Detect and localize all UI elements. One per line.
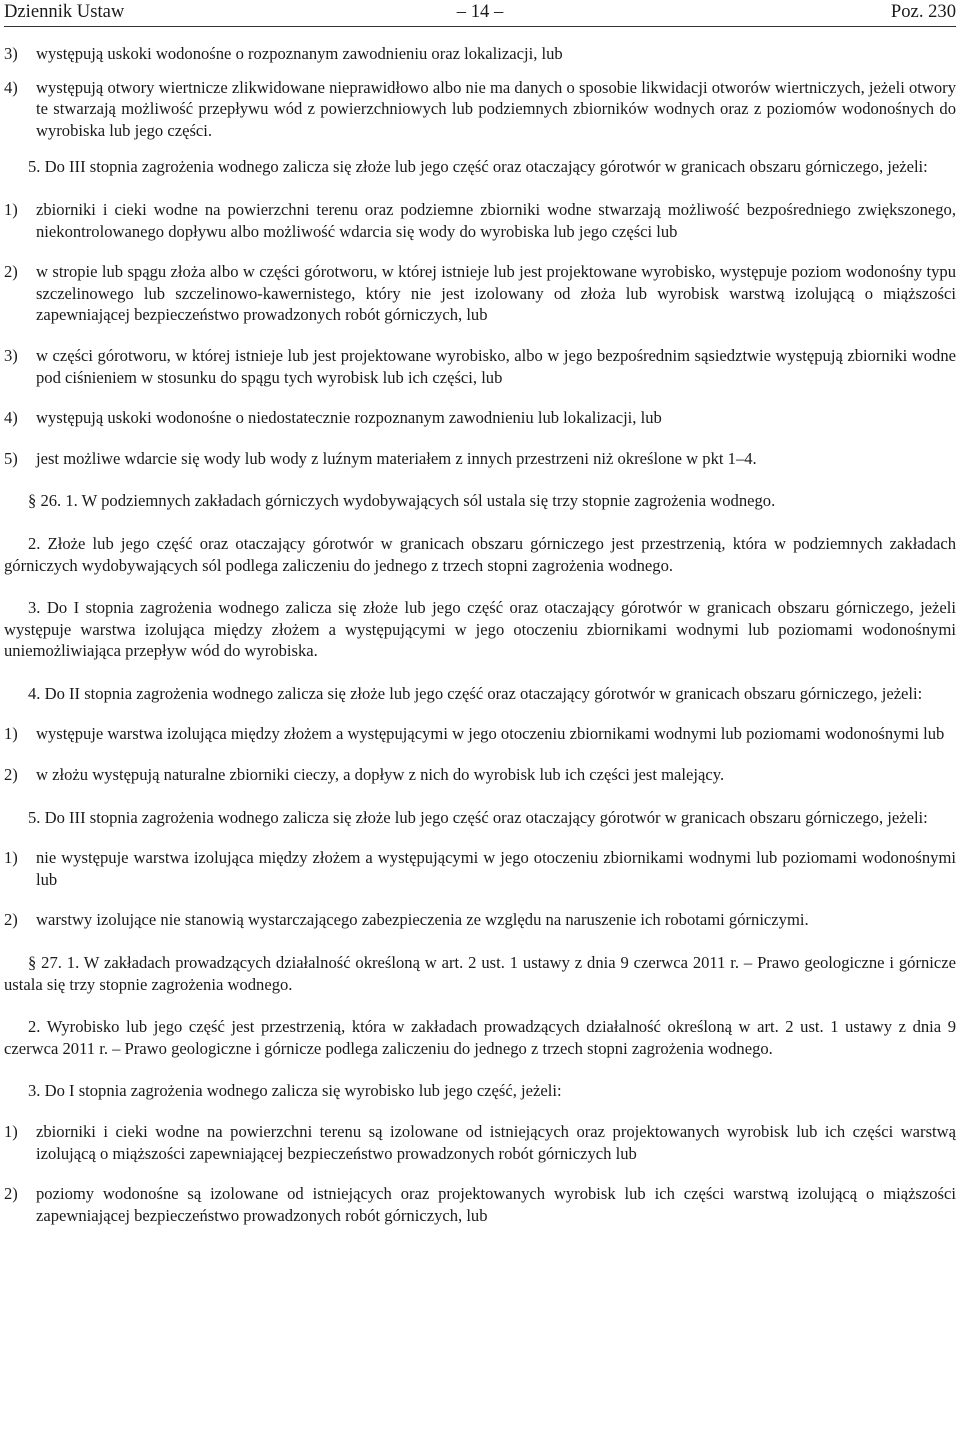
list-item [4, 448, 956, 470]
journal-title: Dziennik Ustaw [4, 1, 125, 22]
list-item [4, 909, 956, 931]
list-item-text: jest możliwe wdarcie się wody lub wody z luźnym materiałem z innych przestrzeni niż określone w pkt 1–4. [36, 448, 757, 468]
page-number: – 14 – [456, 1, 504, 22]
list-item-number: 2) [4, 765, 18, 785]
list-item [4, 43, 956, 65]
list-item-text: występują otwory wiertnicze zlikwidowane nieprawidłowo albo nie ma danych o sposobie likwidacji otworów wiertniczych, jeżeli otwory te stwarzają możliwość przepływu wód z powierzchniowych lub podziemnych zbiorników wodnych oraz z poziomów wodonośnych do wyrobiska lub jego części. [36, 77, 956, 140]
list-item-number: 3) [4, 345, 18, 365]
paragraph: § 26. 1. W podziemnych zakładach górniczych wydobywających sól ustala się trzy stopnie zagrożenia wodnego. [28, 491, 776, 511]
list-item [4, 847, 956, 890]
paragraph: 3. Do I stopnia zagrożenia wodnego zalicza się wyrobisko lub jego część, jeżeli: [28, 1081, 562, 1101]
list-item-text: warstwy izolujące nie stanowią wystarczającego zabezpieczenia ze względu na naruszenie ich robotami górniczymi. [36, 910, 809, 930]
list-item [4, 261, 956, 326]
paragraph: 2. Wyrobisko lub jego część jest przestrzenią, która w zakładach prowadzących działalność określoną w art. 2 ust. 1 ustawy z dnia 9 czerwca 2011 r. – Prawo geologiczne i górnicze podlega zaliczeniu do jednego z trzech stopni zagrożenia wodnego. [4, 1017, 956, 1058]
list-item-text: zbiorniki i cieki wodne na powierzchni terenu oraz podziemne zbiorniki wodne stwarzają możliwość bezpośredniego zwiększonego, niekontrolowanego dopływu albo możliwość wdarcia się wody do wyrobiska lub jego części lub [36, 199, 956, 241]
list-item-number: 2) [4, 1184, 18, 1204]
list-item [4, 764, 956, 786]
list-item-text: występują uskoki wodonośne o niedostatecznie rozpoznanym zawodnieniu lub lokalizacji, lub [36, 408, 662, 428]
list-item-text: nie występuje warstwa izolująca między złożem a występującymi w jego otoczeniu zbiornikami wodnymi lub poziomami wodonośnymi lub [36, 848, 956, 889]
list-item-text: występuje warstwa izolująca między złożem a występującymi w jego otoczeniu zbiornikami wodnymi lub poziomami wodonośnymi lub [36, 724, 945, 744]
list-item [4, 345, 956, 388]
list-item-text: zbiorniki i cieki wodne na powierzchni terenu są izolowane od istniejących oraz projektowanych wyrobisk lub ich części warstwą izolującą o miąższości zapewniającej bezpieczeństwo prowadzonych robót górniczych lub [36, 1122, 956, 1163]
paragraph: § 27. 1. W zakładach prowadzących działalność określoną w art. 2 ust. 1 ustawy z dnia 9 czerwca 2011 r. – Prawo geologiczne i górnicze ustala się trzy stopnie zagrożenia wodnego. [4, 953, 956, 994]
list-item-text: poziomy wodonośne są izolowane od istniejących oraz projektowanych wyrobisk lub ich części warstwą izolującą o miąższości zapewniającej bezpieczeństwo prowadzonych robót górniczych, lub [36, 1184, 956, 1225]
list-item [4, 77, 956, 142]
list-item-text: występują uskoki wodonośne o rozpoznanym zawodnieniu oraz lokalizacji, lub [36, 44, 563, 63]
position-number: Poz. 230 [890, 1, 956, 22]
paragraph: 3. Do I stopnia zagrożenia wodnego zalicza się złoże lub jego część oraz otaczający górotwór w granicach obszaru górniczego, jeżeli występuje warstwa izolująca między złożem a występującymi w jego otoczeniu zbiornikami wodnymi lub poziomami wodonośnymi uniemożliwiająca przepływ wód do wyrobiska. [4, 598, 956, 661]
list-item-number: 1) [4, 724, 18, 744]
paragraph: 5. Do III stopnia zagrożenia wodnego zalicza się złoże lub jego część oraz otaczający górotwór w granicach obszaru górniczego, jeżeli: [28, 807, 928, 827]
list-item-number: 5) [4, 448, 18, 468]
paragraph: 4. Do II stopnia zagrożenia wodnego zalicza się złoże lub jego część oraz otaczający górotwór w granicach obszaru górniczego, jeżeli: [28, 683, 923, 703]
list-item-number: 3) [4, 44, 18, 63]
list-item-text: w stropie lub spągu złoża albo w części górotworu, w której istnieje lub jest projektowane wyrobisko, występuje poziom wodonośny typu szczelinowego lub szczelinowo-kawernistego, który nie jest izolowany od złoża lub wyrobisk warstwą izolującą o miąższości zapewniającej bezpieczeństwo prowadzonych robót górniczych, lub [36, 262, 956, 325]
page-header [4, 0, 956, 27]
paragraph: 5. Do III stopnia zagrożenia wodnego zalicza się złoże lub jego część oraz otaczający górotwór w granicach obszaru górniczego, jeżeli: [28, 157, 928, 177]
paragraph: 2. Złoże lub jego część oraz otaczający górotwór w granicach obszaru górniczego jest przestrzenią, która w podziemnych zakładach górniczych wydobywających sól podlega zaliczeniu do jednego z trzech stopni zagrożenia wodnego. [4, 533, 956, 575]
list-item-number: 1) [4, 199, 18, 219]
list-item-number: 4) [4, 408, 18, 428]
list-item-number: 1) [4, 848, 18, 868]
list-item [4, 199, 956, 242]
list-item-text: w złożu występują naturalne zbiorniki cieczy, a dopływ z nich do wyrobisk lub ich części jest malejący. [36, 765, 725, 785]
list-item-number: 2) [4, 910, 18, 930]
list-item-number: 4) [4, 77, 18, 97]
list-item-text: w części górotworu, w której istnieje lub jest projektowane wyrobisko, albo w jego bezpośrednim sąsiedztwie występują zbiorniki wodne pod ciśnieniem w stosunku do spągu tych wyrobisk lub ich części, lub [36, 345, 956, 387]
list-item [4, 1183, 956, 1226]
list-item [4, 407, 956, 429]
list-item [4, 723, 956, 745]
list-item-number: 1) [4, 1122, 18, 1141]
document-body [4, 27, 956, 1226]
list-item [4, 1121, 956, 1164]
list-item-number: 2) [4, 262, 18, 282]
